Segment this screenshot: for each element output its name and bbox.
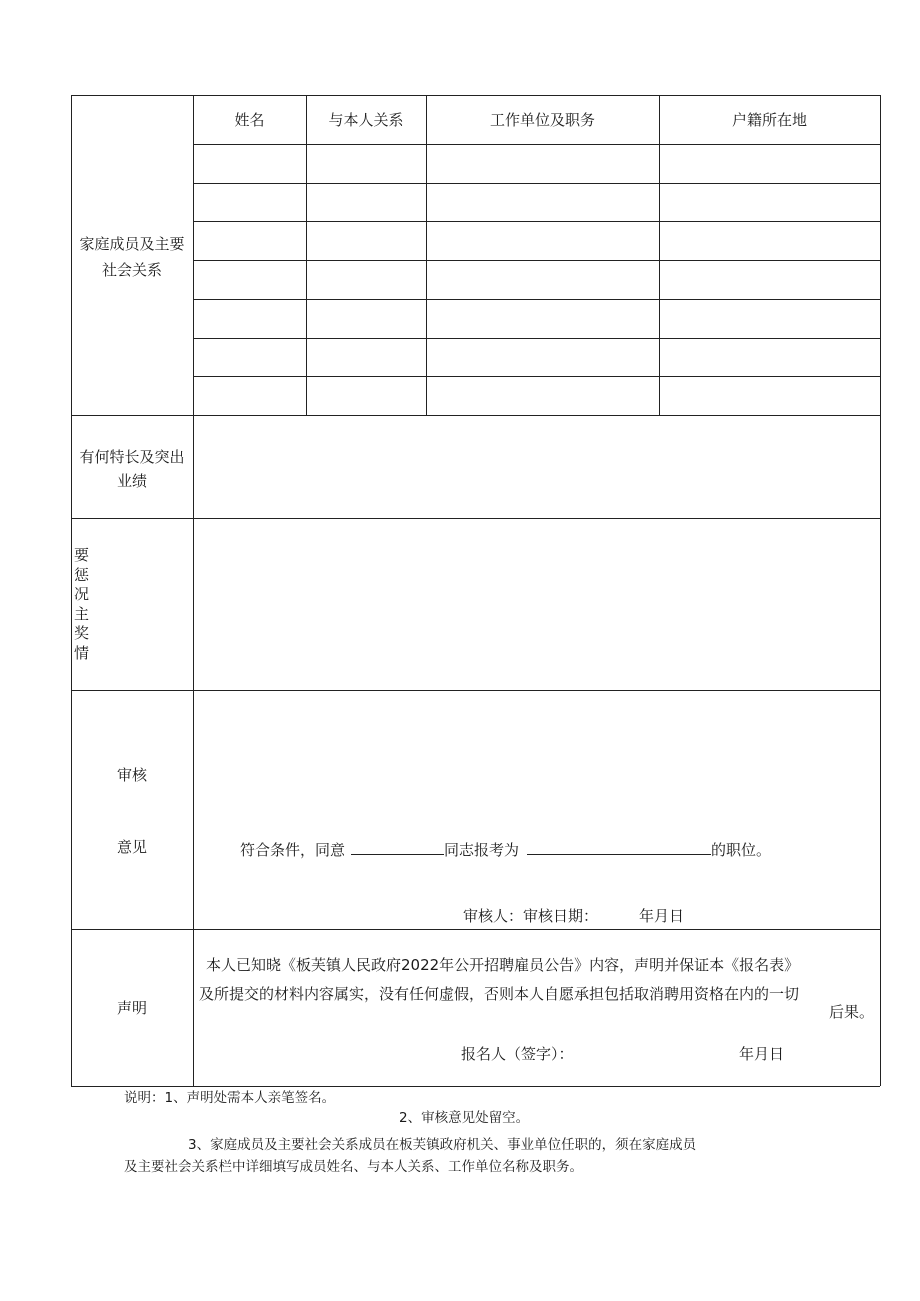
- declaration-date: 年月日: [739, 1045, 785, 1063]
- specialty-label-line1: 有何特长及突出: [79, 448, 185, 466]
- rewards-label: [74, 546, 94, 663]
- rewards-label-char: 主: [74, 604, 90, 623]
- family-row-line: [193, 144, 880, 145]
- rewards-label-char: 惩: [74, 565, 90, 584]
- note-line3: 3、家庭成员及主要社会关系成员在板芙镇政府机关、事业单位任职的，须在家庭成员: [188, 1137, 697, 1153]
- applicant-signature: 报名人（签字）：: [461, 1045, 574, 1063]
- position-blank[interactable]: [527, 838, 711, 855]
- family-row-line: [193, 338, 880, 339]
- candidate-name-blank[interactable]: [351, 838, 444, 855]
- header-relation: 与本人关系: [328, 111, 404, 129]
- rewards-label-char: 奖: [74, 624, 90, 642]
- note-line4: 及主要社会关系栏中详细填写成员姓名、与本人关系、工作单位名称及职务。: [124, 1159, 583, 1175]
- review-label-line2: 意见: [116, 838, 147, 856]
- family-col-divider-1: [306, 95, 307, 415]
- review-text-position: 的职位。: [711, 841, 772, 859]
- rewards-label-char: 情: [74, 643, 90, 662]
- label-column-divider: [193, 95, 194, 1086]
- review-label-line1: 审核: [116, 766, 147, 784]
- family-row-line: [193, 183, 880, 184]
- declaration-line1: 本人已知晓《板芙镇人民政府2022年公开招聘雇员公告》内容，声明并保证本《报名表》: [206, 956, 800, 974]
- header-household-registration: 户籍所在地: [731, 111, 807, 129]
- family-label-line1: 家庭成员及主要: [79, 235, 185, 253]
- review-date: 年月日: [639, 907, 685, 925]
- family-row-line: [193, 260, 880, 261]
- header-employer-position: 工作单位及职务: [489, 111, 595, 129]
- reviewer-signature: 审核人：审核日期：: [463, 907, 599, 925]
- section-divider: [71, 690, 880, 691]
- form-border-right: [880, 95, 881, 1086]
- section-divider: [71, 518, 880, 519]
- review-text-comrade: 同志报考为: [444, 841, 520, 859]
- declaration-line3: 后果。: [829, 1003, 875, 1021]
- note-line2: 2、审核意见处留空。: [399, 1110, 530, 1126]
- declaration-line2: 及所提交的材料内容属实，没有任何虚假，否则本人自愿承担包括取消聘用资格在内的一切: [199, 985, 800, 1003]
- specialty-label-line2: 业绩: [116, 472, 147, 490]
- family-row-line: [193, 221, 880, 222]
- section-divider: [71, 929, 880, 930]
- review-statement: [240, 838, 771, 862]
- family-col-divider-3: [659, 95, 660, 415]
- rewards-label-char: 况: [74, 585, 90, 603]
- family-row-line: [193, 299, 880, 300]
- rewards-label-char: 要: [74, 546, 90, 564]
- registration-form: [71, 95, 880, 1086]
- header-name: 姓名: [234, 111, 265, 129]
- review-text-agree: 符合条件，同意: [240, 841, 346, 859]
- note-line1: 说明：1、声明处需本人亲笔签名。: [124, 1090, 336, 1106]
- family-label-line2: 社会关系: [101, 261, 162, 279]
- section-divider: [71, 415, 880, 416]
- declaration-label: 声明: [116, 999, 147, 1017]
- family-col-divider-2: [426, 95, 427, 415]
- family-row-line: [193, 376, 880, 377]
